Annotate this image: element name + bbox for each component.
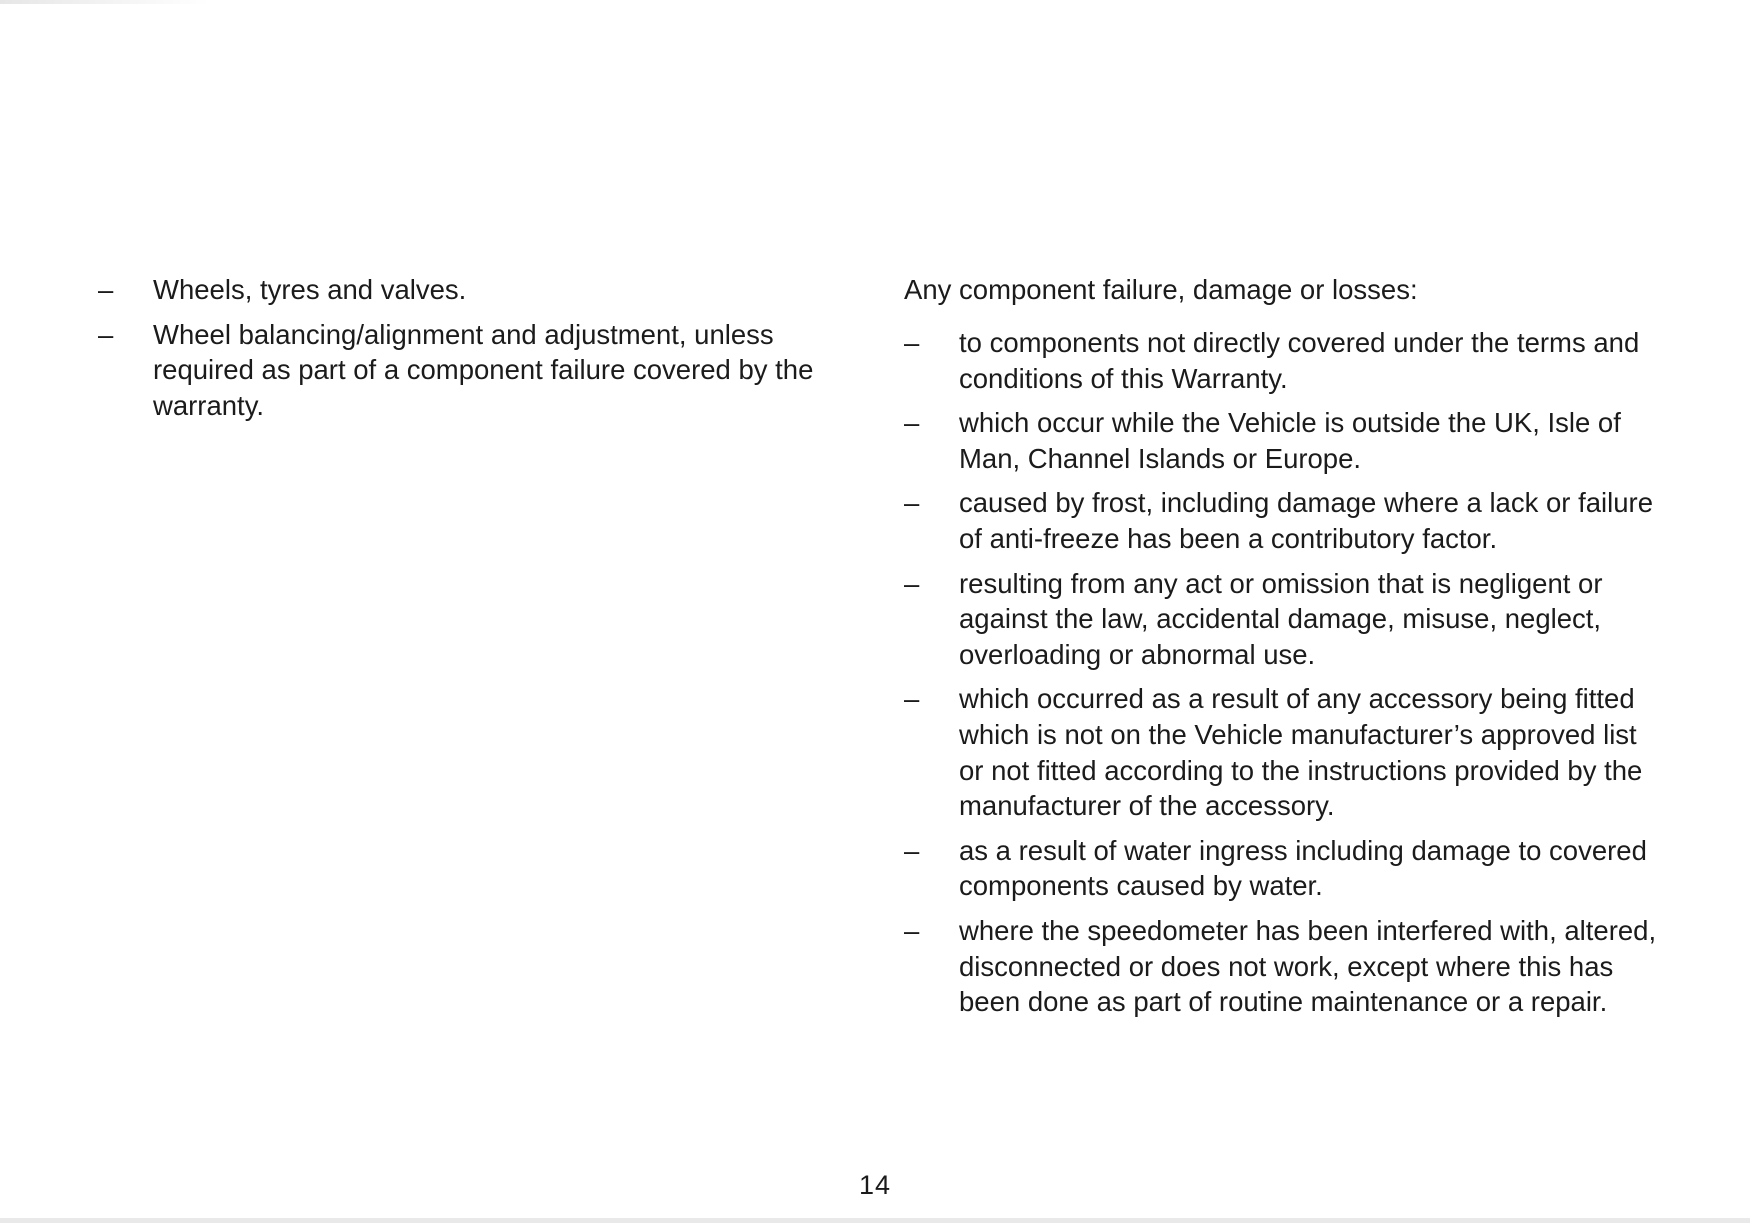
list-item-text: Wheels, tyres and valves. [153, 274, 467, 305]
list-item-text: caused by frost, including damage where a lack or failure of anti-freeze has been a contributory factor. [959, 487, 1653, 554]
list-intro: Any component failure, damage or losses: [904, 274, 1418, 305]
dash-bullet: – [904, 567, 920, 599]
list-item-text: as a result of water ingress including damage to covered components caused by water. [959, 834, 1647, 902]
list-item-text: to components not directly covered under the terms and conditions of this Warranty. [959, 327, 1640, 394]
dash-bullet: – [904, 683, 920, 715]
dash-bullet: – [98, 318, 114, 350]
left-column [98, 272, 828, 432]
right-column [904, 272, 1664, 1029]
dash-bullet: – [904, 327, 920, 358]
dash-bullet: – [904, 487, 920, 519]
list-item [904, 405, 1664, 476]
list-item-text: which occurred as a result of any accessory being fitted which is not on the Vehicle manufacturer’s approved list or not fitted according to the instructions provided by the manufacturer of the accessory. [959, 683, 1643, 822]
dash-bullet: – [904, 834, 920, 866]
page-bottom-edge [0, 1218, 1750, 1223]
exclusions-list-left [98, 272, 828, 423]
list-item-text: resulting from any act or omission that is negligent or against the law, accidental damage, misuse, neglect, overloading or abnormal use. [959, 567, 1603, 670]
list-item [904, 566, 1664, 673]
dash-bullet: – [904, 407, 920, 439]
dash-bullet: – [98, 274, 114, 305]
list-item [98, 272, 828, 308]
list-item [904, 833, 1664, 904]
list-item [904, 681, 1664, 823]
page-number: 14 [858, 1170, 892, 1200]
list-item-text: where the speedometer has been interfered with, altered, disconnected or does not work, except where this has been done as part of routine maintenance or a repair. [959, 914, 1657, 1018]
list-item-text: which occur while the Vehicle is outside the UK, Isle of Man, Channel Islands or Europe. [959, 407, 1621, 474]
list-item [98, 317, 828, 424]
list-item-text: Wheel balancing/alignment and adjustment, unless required as part of a component failure covered by the warranty. [153, 318, 814, 421]
list-item [904, 913, 1664, 1020]
list-item [904, 485, 1664, 556]
list-item [904, 325, 1664, 396]
dash-bullet: – [904, 914, 920, 946]
page-edge-shadow [0, 0, 210, 4]
exclusions-list-right [904, 325, 1664, 1020]
